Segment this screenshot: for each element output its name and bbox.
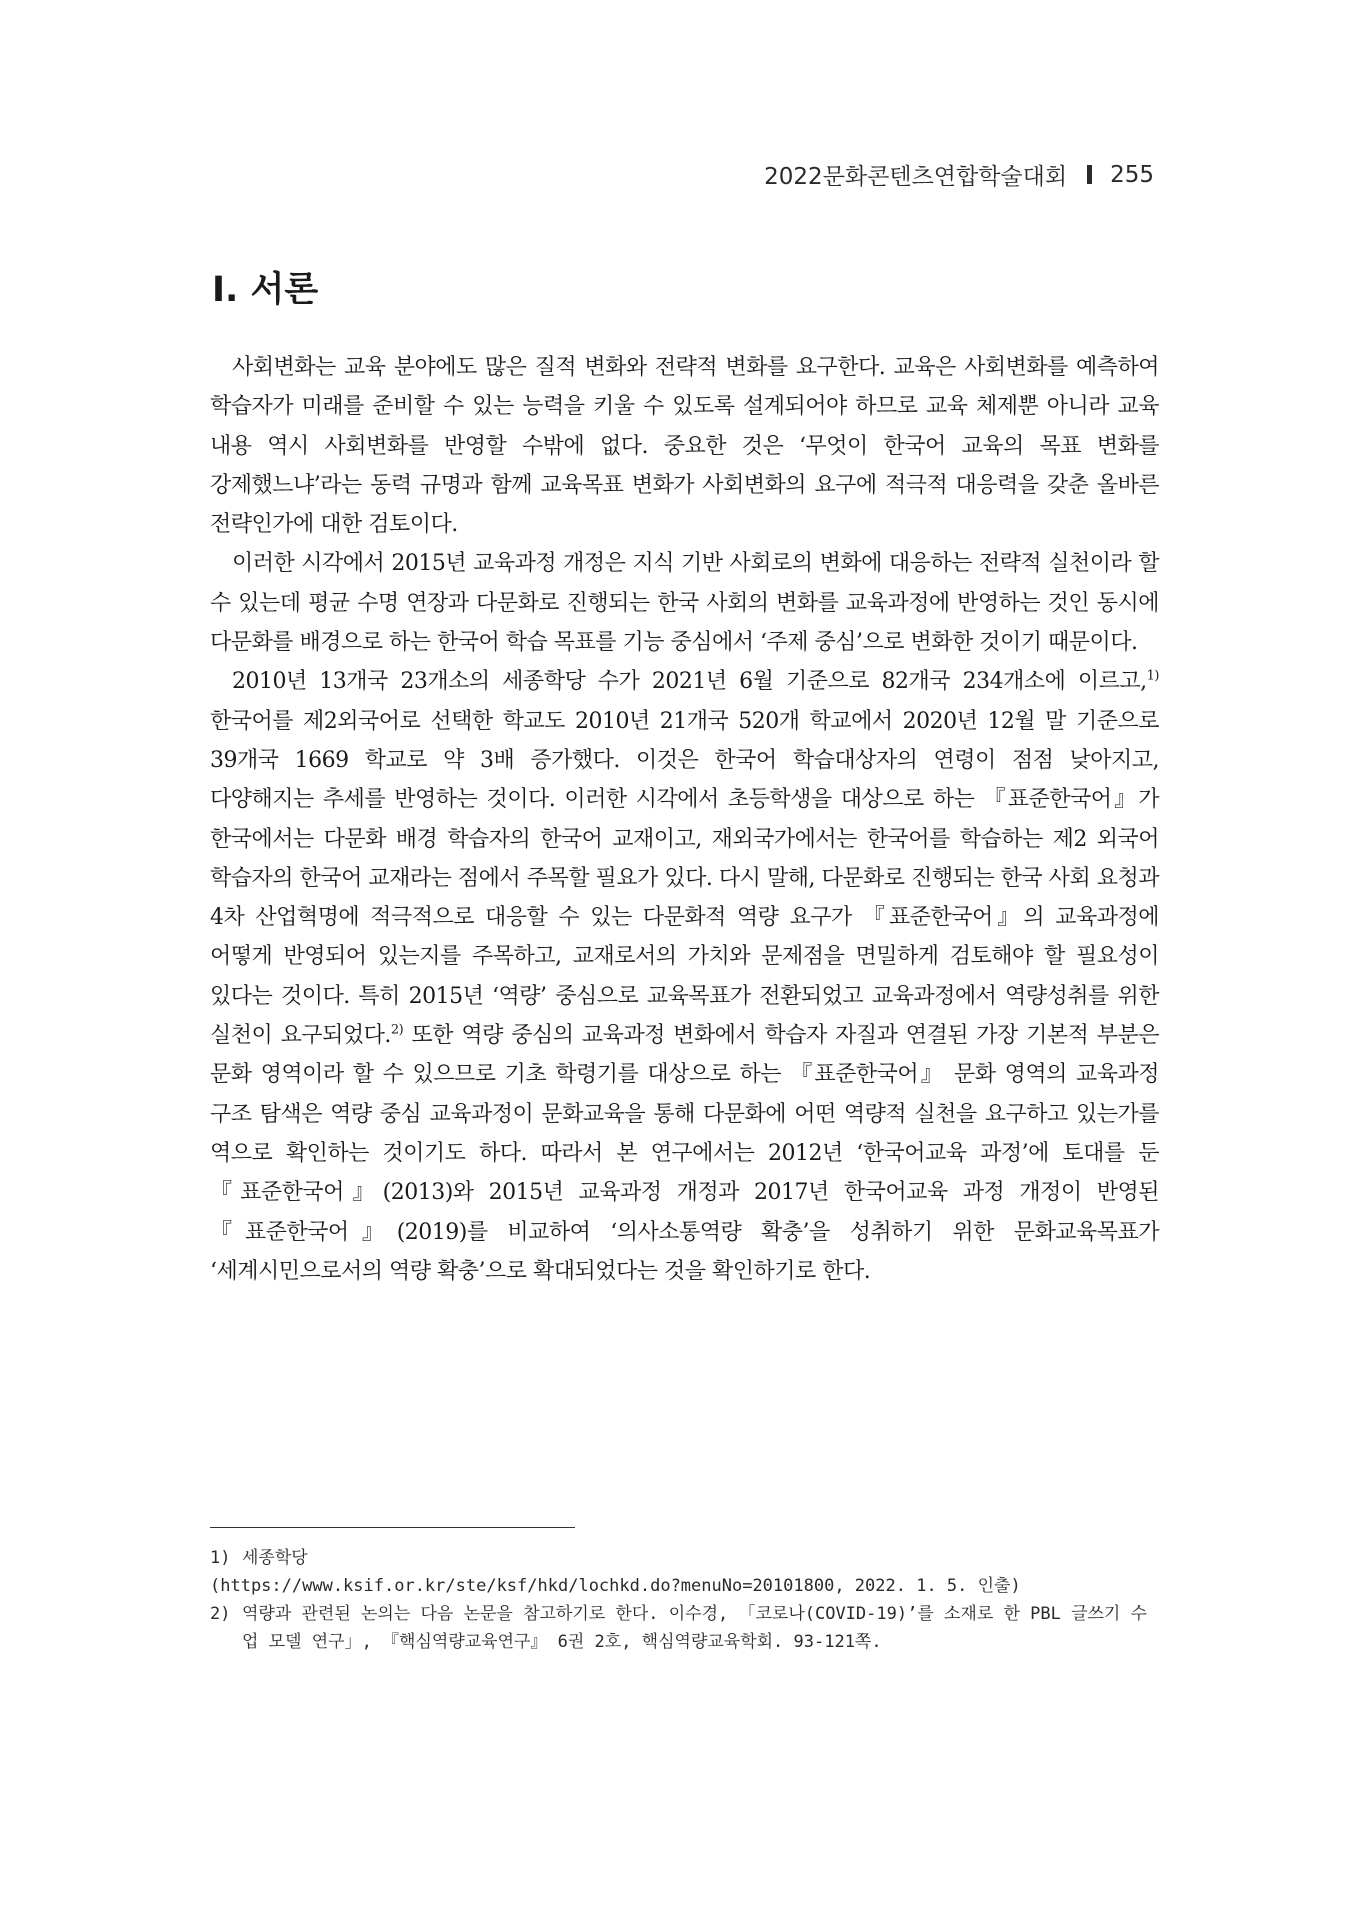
footnote-ref-1: 1) (1146, 669, 1159, 685)
body-text (210, 348, 1159, 1291)
footnote-ref-2: 2) (390, 1022, 404, 1038)
footnote-divider (210, 1527, 575, 1528)
header-separator (1087, 165, 1092, 184)
section-heading: Ⅰ. 서론 (212, 270, 319, 310)
footnote-1-url: (https://www.ksif.or.kr/ste/ksf/hkd/lochkd.do?menuNo=20101800, 2022. 1. 5. 인출) (210, 1576, 1021, 1596)
paragraph-2: 이러한 시각에서 2015년 교육과정 개정은 지식 기반 사회로의 변화에 대응하는 전략적 실천이라 할 수 있는데 평균 수명 연장과 다문화로 진행되는 한국 사회의 변화를 교육과정에 반영하는 것인 동시에 다문화를 배경으로 하는 한국어 학습 목표를 기능 중심에서 ‘주제 중심’으로 변화한 것이기 때문이다. (210, 551, 1159, 656)
footnote-text: 역량과 관련된 논의는 다음 논문을 참고하기로 한다. 이수경, 「코로나(COVID-19)’를 소재로 한 PBL 글쓰기 수업 모델 연구」, 『핵심역량교육연구』 6권 2호, 핵심역량교육학회. 93-121쪽. (242, 1604, 1148, 1652)
paragraph-3-part-b: 한국어를 제2외국어로 선택한 학교도 2010년 21개국 520개 학교에서 2020년 12월 말 기준으로 39개국 1669 학교로 약 3배 증가했다. 이것은 한국어 학습대상자의 연령이 점점 낮아지고, 다양해지는 추세를 반영하는 것이다. 이러한 시각에서 초등학생을 대상으로 하는 『표준한국어』가 한국에서는 다문화 배경 학습자의 한국어 교재이고, 재외국가에서는 한국어를 학습하는 제2 외국어 학습자의 한국어 교재라는 점에서 주목할 필요가 있다. 다시 말해, 다문화로 진행되는 한국 사회 요청과 4차 산업혁명에 적극적으로 대응할 수 있는 다문화적 역량 요구가 『표준한국어』의 교육과정에 어떻게 반영되어 있는지를 주목하고, 교재로서의 가치와 문제점을 면밀하게 검토해야 할 필요성이 있다는 것이다. 특히 2015년 ‘역량’ 중심으로 교육목표가 전환되었고 교육과정에서 역량성취를 위한 실천이 요구되었다. (210, 708, 1159, 1049)
footnote-text: 세종학당 (242, 1548, 308, 1568)
footnote-1 (210, 1544, 1159, 1572)
conference-title: 2022문화콘텐츠연합학술대회 (764, 164, 1068, 190)
page-number: 255 (1110, 161, 1154, 188)
footnote-2 (210, 1600, 1159, 1656)
paragraph-1: 사회변화는 교육 분야에도 많은 질적 변화와 전략적 변화를 요구한다. 교육은 사회변화를 예측하여 학습자가 미래를 준비할 수 있는 능력을 키울 수 있도록 설계되어야 하므로 교육 체제뿐 아니라 교육 내용 역시 사회변화를 반영할 수밖에 없다. 중요한 것은 ‘무엇이 한국어 교육의 목표 변화를 강제했느냐’라는 동력 규명과 함께 교육목표 변화가 사회변화의 요구에 적극적 대응력을 갖춘 올바른 전략인가에 대한 검토이다. (210, 355, 1159, 538)
footnote-number: 1) (210, 1548, 231, 1568)
paragraph-3-part-c: 또한 역량 중심의 교육과정 변화에서 학습자 자질과 연결된 가장 기본적 부분은 문화 영역이라 할 수 있으므로 기초 학령기를 대상으로 하는 『표준한국어』 문화 영역의 교육과정 구조 탐색은 역량 중심 교육과정이 문화교육을 통해 다문화에 어떤 역량적 실천을 요구하고 있는가를 역으로 확인하는 것이기도 하다. 따라서 본 연구에서는 2012년 ‘한국어교육 과정’에 토대를 둔 『표준한국어』(2013)와 2015년 교육과정 개정과 2017년 한국어교육 과정 개정이 반영된 『표준한국어』(2019)를 비교하여 ‘의사소통역량 확충’을 성취하기 위한 문화교육목표가 ‘세계시민으로서의 역량 확충’으로 확대되었다는 것을 확인하기로 한다. (210, 1023, 1159, 1284)
footnote-number: 2) (210, 1604, 231, 1624)
paragraph-3 (210, 662, 1159, 1291)
footnotes (210, 1544, 1159, 1656)
paragraph-3-part-a: 2010년 13개국 23개소의 세종학당 수가 2021년 6월 기준으로 82개국 234개소에 이르고, (232, 669, 1147, 695)
running-header (764, 158, 1154, 191)
